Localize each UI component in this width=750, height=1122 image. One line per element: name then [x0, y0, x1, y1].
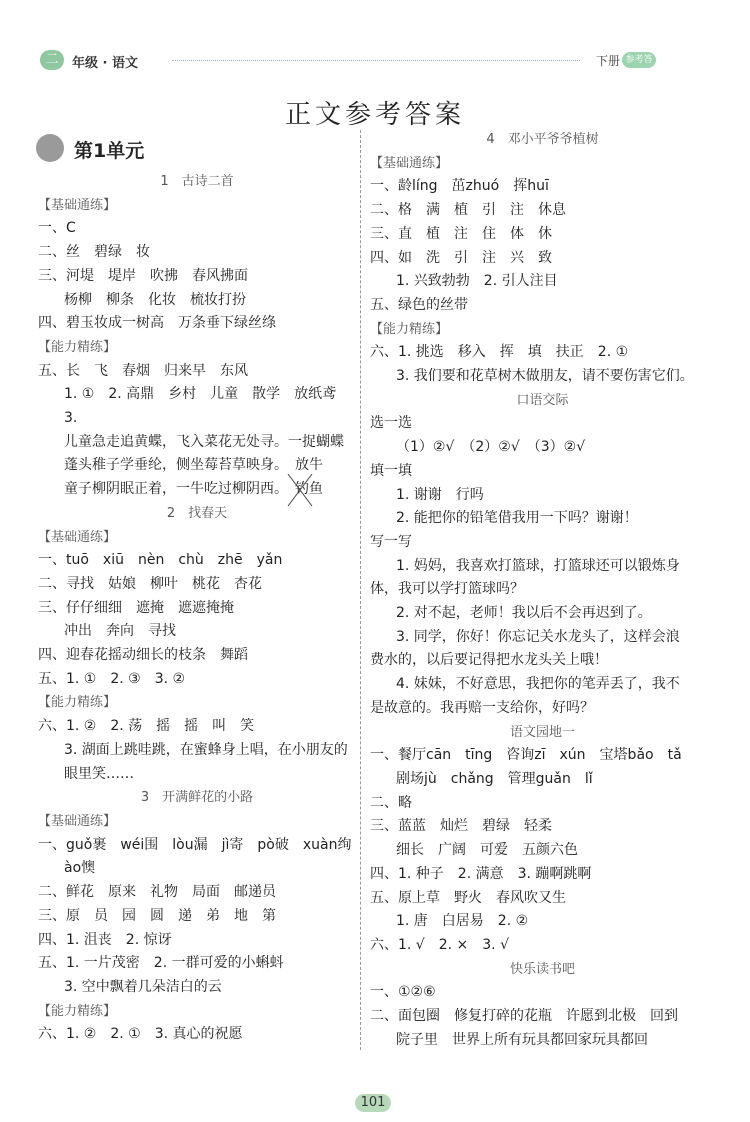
answer-line: 一、龄líng 茁zhuó 挥huī: [370, 178, 549, 195]
answer-line: 儿童急走追黄蝶，飞入菜花无处寻。一捉蝴蝶: [64, 433, 344, 450]
grade-subject: 年级 · 语文: [72, 56, 138, 71]
answer-line: 四、如 洗 引 注 兴 致: [370, 249, 552, 266]
section-label: 【基础通练】: [38, 813, 117, 829]
section-title: 1 古诗二首: [160, 174, 234, 189]
page-title: 正文参考答案: [284, 100, 465, 130]
answer-line: 六、1. ② 2. ① 3. 真心的祝愿: [38, 1026, 243, 1043]
section-label: 【能力精练】: [38, 1003, 117, 1019]
section-label: 【基础通练】: [370, 155, 449, 171]
answer-line: 三、直 植 注 住 体 休: [370, 225, 552, 242]
section-title: 语文园地一: [509, 724, 575, 740]
answer-line: 一、①②⑥: [370, 984, 436, 1001]
answer-line: 三、原 员 园 圆 递 弟 地 第: [38, 907, 276, 924]
right-column: [370, 128, 715, 1052]
answer-line: 二、略: [370, 794, 412, 811]
answer-line: 六、1. √ 2. × 3. √: [370, 936, 509, 953]
answer-line: 选一选: [370, 415, 412, 432]
answer-line: 四、碧玉妆成一树高 万条垂下绿丝绦: [38, 315, 276, 332]
answer-line: 1. 妈妈，我喜欢打篮球，打篮球还可以锻炼身: [396, 557, 680, 574]
matching-lines: [286, 470, 316, 510]
volume-label: 下册: [595, 54, 620, 68]
answer-line: 三、河堤 堤岸 吹拂 春风拂面: [38, 267, 248, 284]
answer-line: 2. 能把你的铅笔借我用一下吗？谢谢！: [396, 510, 638, 527]
answer-line: 一、tuō xiū nèn chù zhē yǎn: [38, 552, 283, 569]
answer-line: 四、迎春花摇动细长的枝条 舞蹈: [38, 647, 248, 664]
answer-line: 蓬头稚子学垂纶，侧坐莓苔草映身。 放牛: [64, 457, 323, 474]
answer-line: 1. ① 2. 高鼎 乡村 儿童 散学 放纸鸢: [64, 386, 337, 403]
answer-line: 1. 谢谢 行吗: [396, 486, 484, 503]
unit-bullet-icon: [36, 134, 64, 162]
answer-line: 写一写: [370, 533, 412, 550]
answer-line: 填一填: [370, 462, 412, 479]
answer-line: 眼里笑……: [64, 765, 134, 782]
answer-line: 三、仔仔细细 遮掩 遮遮掩掩: [38, 599, 234, 616]
answer-line: 六、1. 挑选 移入 挥 填 扶正 2. ①: [370, 344, 629, 361]
answer-line: 3. 湖面上跳哇跳，在蜜蜂身上唱，在小朋友的: [64, 741, 348, 758]
answer-line: 1. 唐 白居易 2. ②: [396, 913, 529, 930]
section-label: 【能力精练】: [370, 321, 449, 337]
answer-line: 二、面包圈 修复打碎的花瓶 许愿到北极 回到: [370, 1008, 678, 1025]
answer-line: 细长 广阔 可爱 五颜六色: [396, 842, 578, 859]
answer-line: 一、guǒ裹 wéi围 lòu漏 jì寄 pò破 xuàn绚: [38, 836, 352, 853]
answer-line: 童子柳阴眠正着，一牛吃过柳阴西。 钓鱼: [64, 481, 323, 498]
answer-line: 是故意的。我再赔一支给你，好吗？: [370, 699, 594, 716]
answer-line: 1. 兴致勃勃 2. 引人注目: [396, 273, 558, 290]
answer-line: 四、1. 沮丧 2. 惊讶: [38, 931, 172, 948]
section-title: 2 找春天: [166, 505, 228, 521]
answer-line: （1）②√ （2）②√ （3）②√: [396, 439, 586, 456]
answer-line: 一、餐厅cān tīng 咨询zī xún 宝塔bǎo tǎ: [370, 747, 682, 764]
header-rule: [172, 60, 580, 61]
answer-line: 二、寻找 姑娘 柳叶 桃花 杏花: [38, 575, 262, 592]
section-label: 【基础通练】: [38, 529, 117, 545]
answer-line: 五、1. ① 2. ③ 3. ②: [38, 670, 186, 687]
section-title: 3 开满鲜花的小路: [140, 790, 254, 806]
answer-line: 二、鲜花 原来 礼物 局面 邮递员: [38, 884, 276, 901]
answer-line: 二、格 满 植 引 注 休息: [370, 202, 566, 219]
answer-line: 四、1. 种子 2. 满意 3. 蹦啊跳啊: [370, 865, 592, 882]
answer-line: 一、C: [38, 220, 76, 237]
section-label: 【基础通练】: [38, 197, 117, 213]
answer-line: 五、1. 一片茂密 2. 一群可爱的小蝌蚪: [38, 955, 284, 972]
section-title: 快乐读书吧: [509, 961, 575, 977]
page-number: 101: [355, 1094, 391, 1112]
answer-line: 3. 同学，你好！你忘记关水龙头了，这样会浪: [396, 628, 680, 645]
answer-line: 五、绿色的丝带: [370, 296, 468, 313]
left-column: [38, 170, 356, 1047]
answer-line: 六、1. ② 2. 荡 摇 摇 叫 笑: [38, 718, 255, 735]
answer-line: 杨柳 柳条 化妆 梳妆打扮: [64, 291, 246, 308]
unit-title: 第1单元: [74, 140, 145, 162]
answer-tag: 参考答案: [622, 52, 656, 68]
answer-line: 三、蓝蓝 灿烂 碧绿 轻柔: [370, 818, 552, 835]
section-title: 口语交际: [516, 392, 569, 408]
column-divider: [360, 130, 361, 1050]
answer-line: 院子里 世界上所有玩具都回家玩具都回: [396, 1031, 648, 1048]
answer-line: 剧场jù chǎng 管理guǎn lǐ: [396, 770, 593, 787]
section-label: 【能力精练】: [38, 339, 117, 355]
section-label: 【能力精练】: [38, 695, 117, 711]
answer-line: 2. 对不起，老师！我以后不会再迟到了。: [396, 605, 652, 622]
answer-line: 4. 妹妹，不好意思，我把你的笔弄丢了，我不: [396, 676, 680, 693]
answer-line: 冲出 奔向 寻找: [64, 623, 176, 640]
answer-line: 费水的，以后要记得把水龙头关上哦！: [370, 652, 608, 669]
answer-line: ào懊: [64, 860, 96, 877]
running-header: [32, 48, 700, 81]
grade-badge: 二: [40, 50, 64, 70]
answer-line: 二、丝 碧绿 妆: [38, 244, 150, 261]
answer-line: 3. 我们要和花草树木做朋友，请不要伤害它们。: [396, 368, 694, 385]
answer-line: 五、原上草 野火 春风吹又生: [370, 889, 566, 906]
answer-line: 3. 空中飘着几朵洁白的云: [64, 978, 222, 995]
answer-line: 3.: [64, 410, 78, 427]
section-title: 4 邓小平爷爷植树: [486, 132, 599, 147]
answer-line: 五、长 飞 春烟 归来早 东风: [38, 362, 248, 379]
answer-line: 体，我可以学打篮球吗？: [370, 581, 524, 598]
